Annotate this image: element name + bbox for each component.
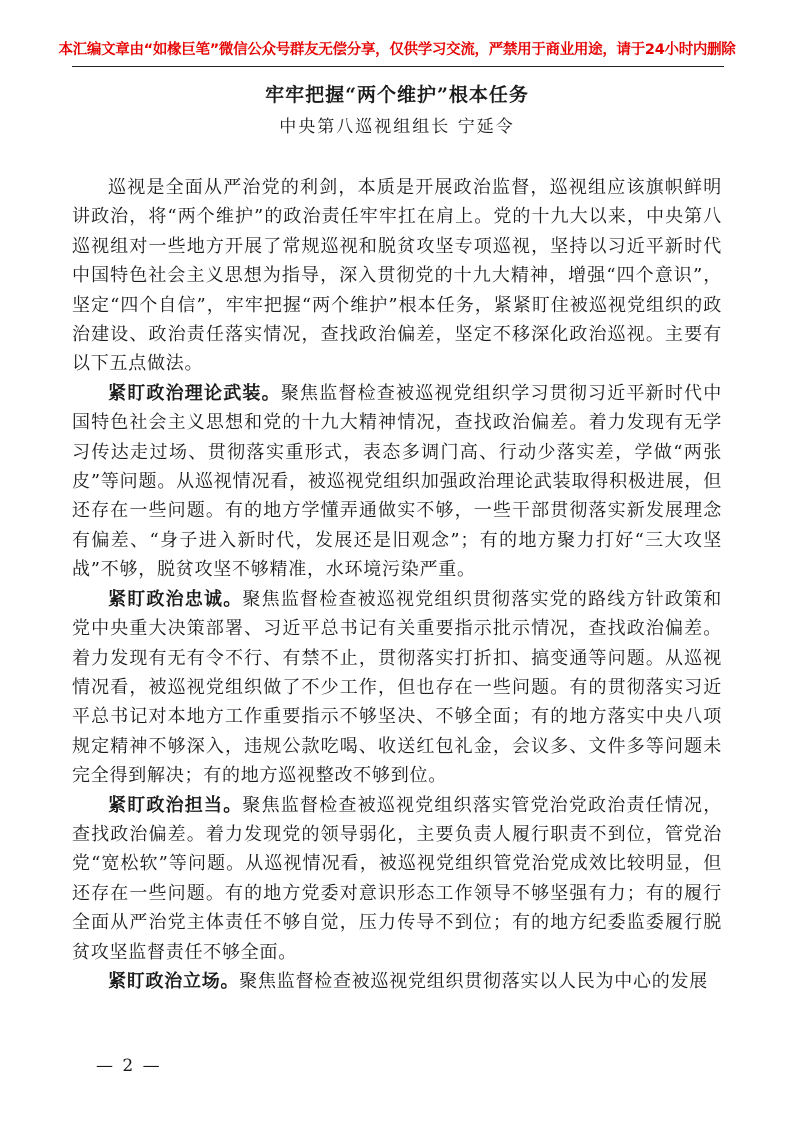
paragraph-theory xyxy=(72,379,722,585)
paragraph-lead: 紧盯政治忠诚。 xyxy=(108,588,243,610)
paragraph-text: 巡视是全面从严治党的利剑，本质是开展政治监督，巡视组应该旗帜鲜明讲政治，将“两个维护”的政治责任牢牢扛在肩上。党的十九大以来，中央第八巡视组对一些地方开展了常规巡视和脱贫攻坚专项巡视，坚持以习近平新时代中国特色社会主义思想为指导，深入贯彻党的十九大精神，增强“四个意识”，坚定“四个自信”，牢牢把握“两个维护”根本任务，紧紧盯住被巡视党组织的政治建设、政治责任落实情况，查找政治偏差，坚定不移深化政治巡视。主要有以下五点做法。 xyxy=(72,177,722,375)
paragraph-loyalty xyxy=(72,585,722,791)
article-body xyxy=(72,173,722,996)
article-author: 中央第八巡视组组长 宁延令 xyxy=(279,117,515,137)
paragraph-lead: 紧盯政治立场。 xyxy=(108,970,240,992)
paragraph-text: 聚焦监督检查被巡视党组织贯彻落实以人民为中心的发展 xyxy=(239,970,708,992)
paragraph-lead: 紧盯政治担当。 xyxy=(108,794,243,816)
header-divider xyxy=(72,66,724,67)
copyright-notice: 本汇编文章由“如椽巨笔”微信公众号群友无偿分享，仅供学习交流，严禁用于商业用途，请于24小时内删除 xyxy=(58,42,736,58)
paragraph-intro xyxy=(72,173,722,379)
paragraph-lead: 紧盯政治理论武装。 xyxy=(108,382,281,404)
paragraph-text: 聚焦监督检查被巡视党组织贯彻落实党的路线方针政策和党中央重大决策部署、习近平总书记有关重要指示批示情况，查找政治偏差。着力发现有无有令不行、有禁不止，贯彻落实打折扣、搞变通等问题。从巡视情况看，被巡视党组织做了不少工作，但也存在一些问题。有的贯彻落实习近平总书记对本地方工作重要指示不够坚决、不够全面；有的地方落实中央八项规定精神不够深入，违规公款吃喝、收送红包礼金，会议多、文件多等问题未完全得到解决；有的地方巡视整改不够到位。 xyxy=(72,588,723,787)
page-number: — 2 — xyxy=(96,1056,162,1076)
paragraph-text: 聚焦监督检查被巡视党组织学习贯彻习近平新时代中国特色社会主义思想和党的十九大精神情况，查找政治偏差。着力发现有无学习传达走过场、贯彻落实重形式，表态多调门高、行动少落实差，学做“两张皮”等问题。从巡视情况看，被巡视党组织加强政治理论武装取得积极进展，但还存在一些问题。有的地方学懂弄通做实不够，一些干部贯彻落实新发展理念有偏差、“身子进入新时代，发展还是旧观念”；有的地方聚力打好“三大攻坚战”不够，脱贫攻坚不够精准，水环境污染严重。 xyxy=(72,382,723,581)
paragraph-text: 聚焦监督检查被巡视党组织落实管党治党政治责任情况，查找政治偏差。着力发现党的领导弱化，主要负责人履行职责不到位，管党治党“宽松软”等问题。从巡视情况看，被巡视党组织管党治党成效比较明显，但还存在一些问题。有的地方党委对意识形态工作领导不够坚强有力；有的履行全面从严治党主体责任不够自觉，压力传导不到位；有的地方纪委监委履行脱贫攻坚监督责任不够全面。 xyxy=(72,794,723,963)
paragraph-responsibility xyxy=(72,791,722,967)
paragraph-stance xyxy=(72,967,722,996)
article-title: 牢牢把握“两个维护”根本任务 xyxy=(265,84,529,106)
